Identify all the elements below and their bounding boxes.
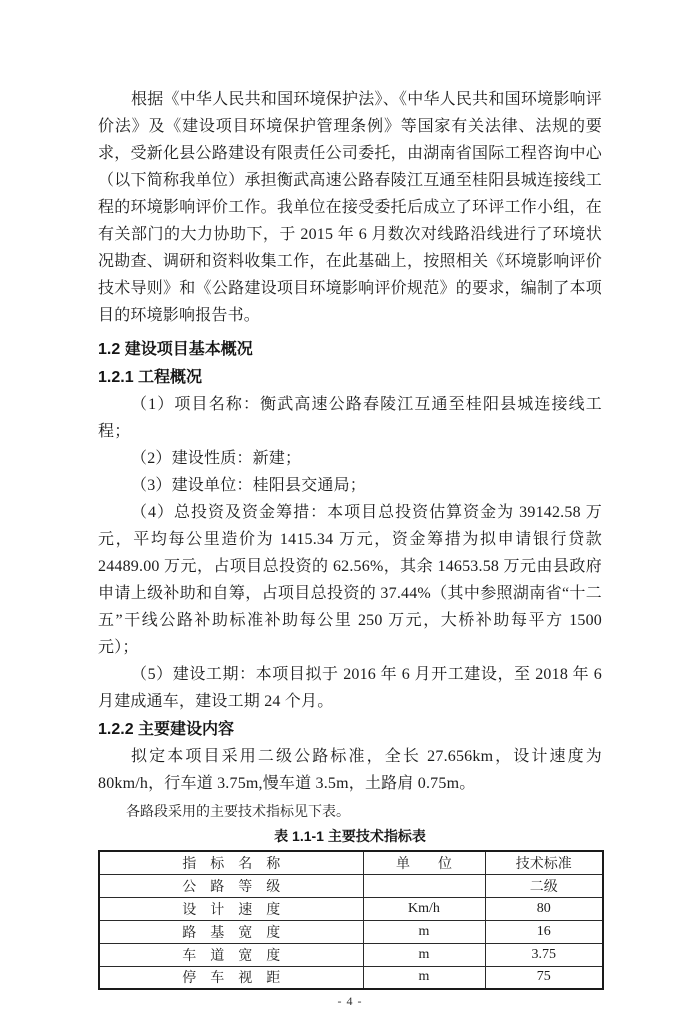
table-cell: 75 <box>485 966 603 989</box>
table-header-standard: 技术标准 <box>485 851 603 874</box>
table-cell: Km/h <box>363 897 485 920</box>
table-cell: 3.75 <box>485 943 603 966</box>
table-header-unit: 单 位 <box>363 851 485 874</box>
table-row <box>99 874 603 897</box>
table-cell: 二级 <box>485 874 603 897</box>
table-row <box>99 966 603 989</box>
table-intro-text: 各路段采用的主要技术指标见下表。 <box>126 805 350 820</box>
table-row <box>99 920 603 943</box>
table-row <box>99 897 603 920</box>
list-item-5: （5）建设工期：本项目拟于 2016 年 6 月开工建设，至 2018 年 6 月建成通车，建设工期 24 个月。 <box>98 666 602 710</box>
table-cell: m <box>363 966 485 989</box>
table-cell: 16 <box>485 920 603 943</box>
table-cell: m <box>363 920 485 943</box>
section-1-2-2-paragraph: 拟定本项目采用二级公路标准，全长 27.656km，设计速度为 80km/h，行车道 3.75m,慢车道 3.5m，土路肩 0.75m。 <box>98 748 602 792</box>
section-heading-1-2-2: 1.2.2 主要建设内容 <box>98 721 235 738</box>
table-row <box>99 943 603 966</box>
table-cell: 车 道 宽 度 <box>99 943 363 966</box>
table-body <box>99 874 603 989</box>
table-cell: 停 车 视 距 <box>99 966 363 989</box>
table-cell: m <box>363 943 485 966</box>
page-number: - 4 - <box>337 994 363 1008</box>
list-item-4: （4）总投资及资金筹措：本项目总投资估算资金为 39142.58 万元，平均每公里造价为 1415.34 万元，资金筹措为拟申请银行贷款 24489.00 万元，占项目总投资的 62.56%，其余 14653.58 万元由县政府申请上级补助和自筹，占项目总投资的 37.44%（其中参照湖南省“十二五”干线公路补助标准补助每公里 250 万元，大桥补助每平方 1500 元）； <box>98 504 602 656</box>
section-heading-1-2: 1.2 建设项目基本概况 <box>98 341 253 358</box>
table-caption: 表 1.1-1 主要技术指标表 <box>274 828 426 844</box>
table-header <box>99 851 603 874</box>
table-cell <box>363 874 485 897</box>
technical-indicators-table <box>98 850 604 990</box>
table-cell: 80 <box>485 897 603 920</box>
table-header-indicator-name: 指 标 名 称 <box>99 851 363 874</box>
list-item-2: （2）建设性质：新建； <box>131 450 302 467</box>
list-item-3: （3）建设单位：桂阳县交通局； <box>131 477 367 494</box>
intro-paragraph: 根据《中华人民共和国环境保护法》、《中华人民共和国环境影响评价法》及《建设项目环境保护管理条例》等国家有关法律、法规的要求，受新化县公路建设有限责任公司委托，由湖南省国际工程咨询中心（以下简称我单位）承担衡武高速公路春陵江互通至桂阳县城连接线工程的环境影响评价工作。我单位在接受委托后成立了环评工作小组，在有关部门的大力协助下，于 2015 年 6 月数次对线路沿线进行了环境状况勘查、调研和资料收集工作，在此基础上，按照相关《环境影响评价技术导则》和《公路建设项目环境影响评价规范》的要求，编制了本项目的环境影响报告书。 <box>98 91 602 324</box>
table-cell: 设 计 速 度 <box>99 897 363 920</box>
table-cell: 公 路 等 级 <box>99 874 363 897</box>
table-cell: 路 基 宽 度 <box>99 920 363 943</box>
list-item-1: （1）项目名称：衡武高速公路春陵江互通至桂阳县城连接线工程； <box>98 396 602 440</box>
table-header-row <box>99 851 603 874</box>
section-heading-1-2-1: 1.2.1 工程概况 <box>98 369 203 386</box>
